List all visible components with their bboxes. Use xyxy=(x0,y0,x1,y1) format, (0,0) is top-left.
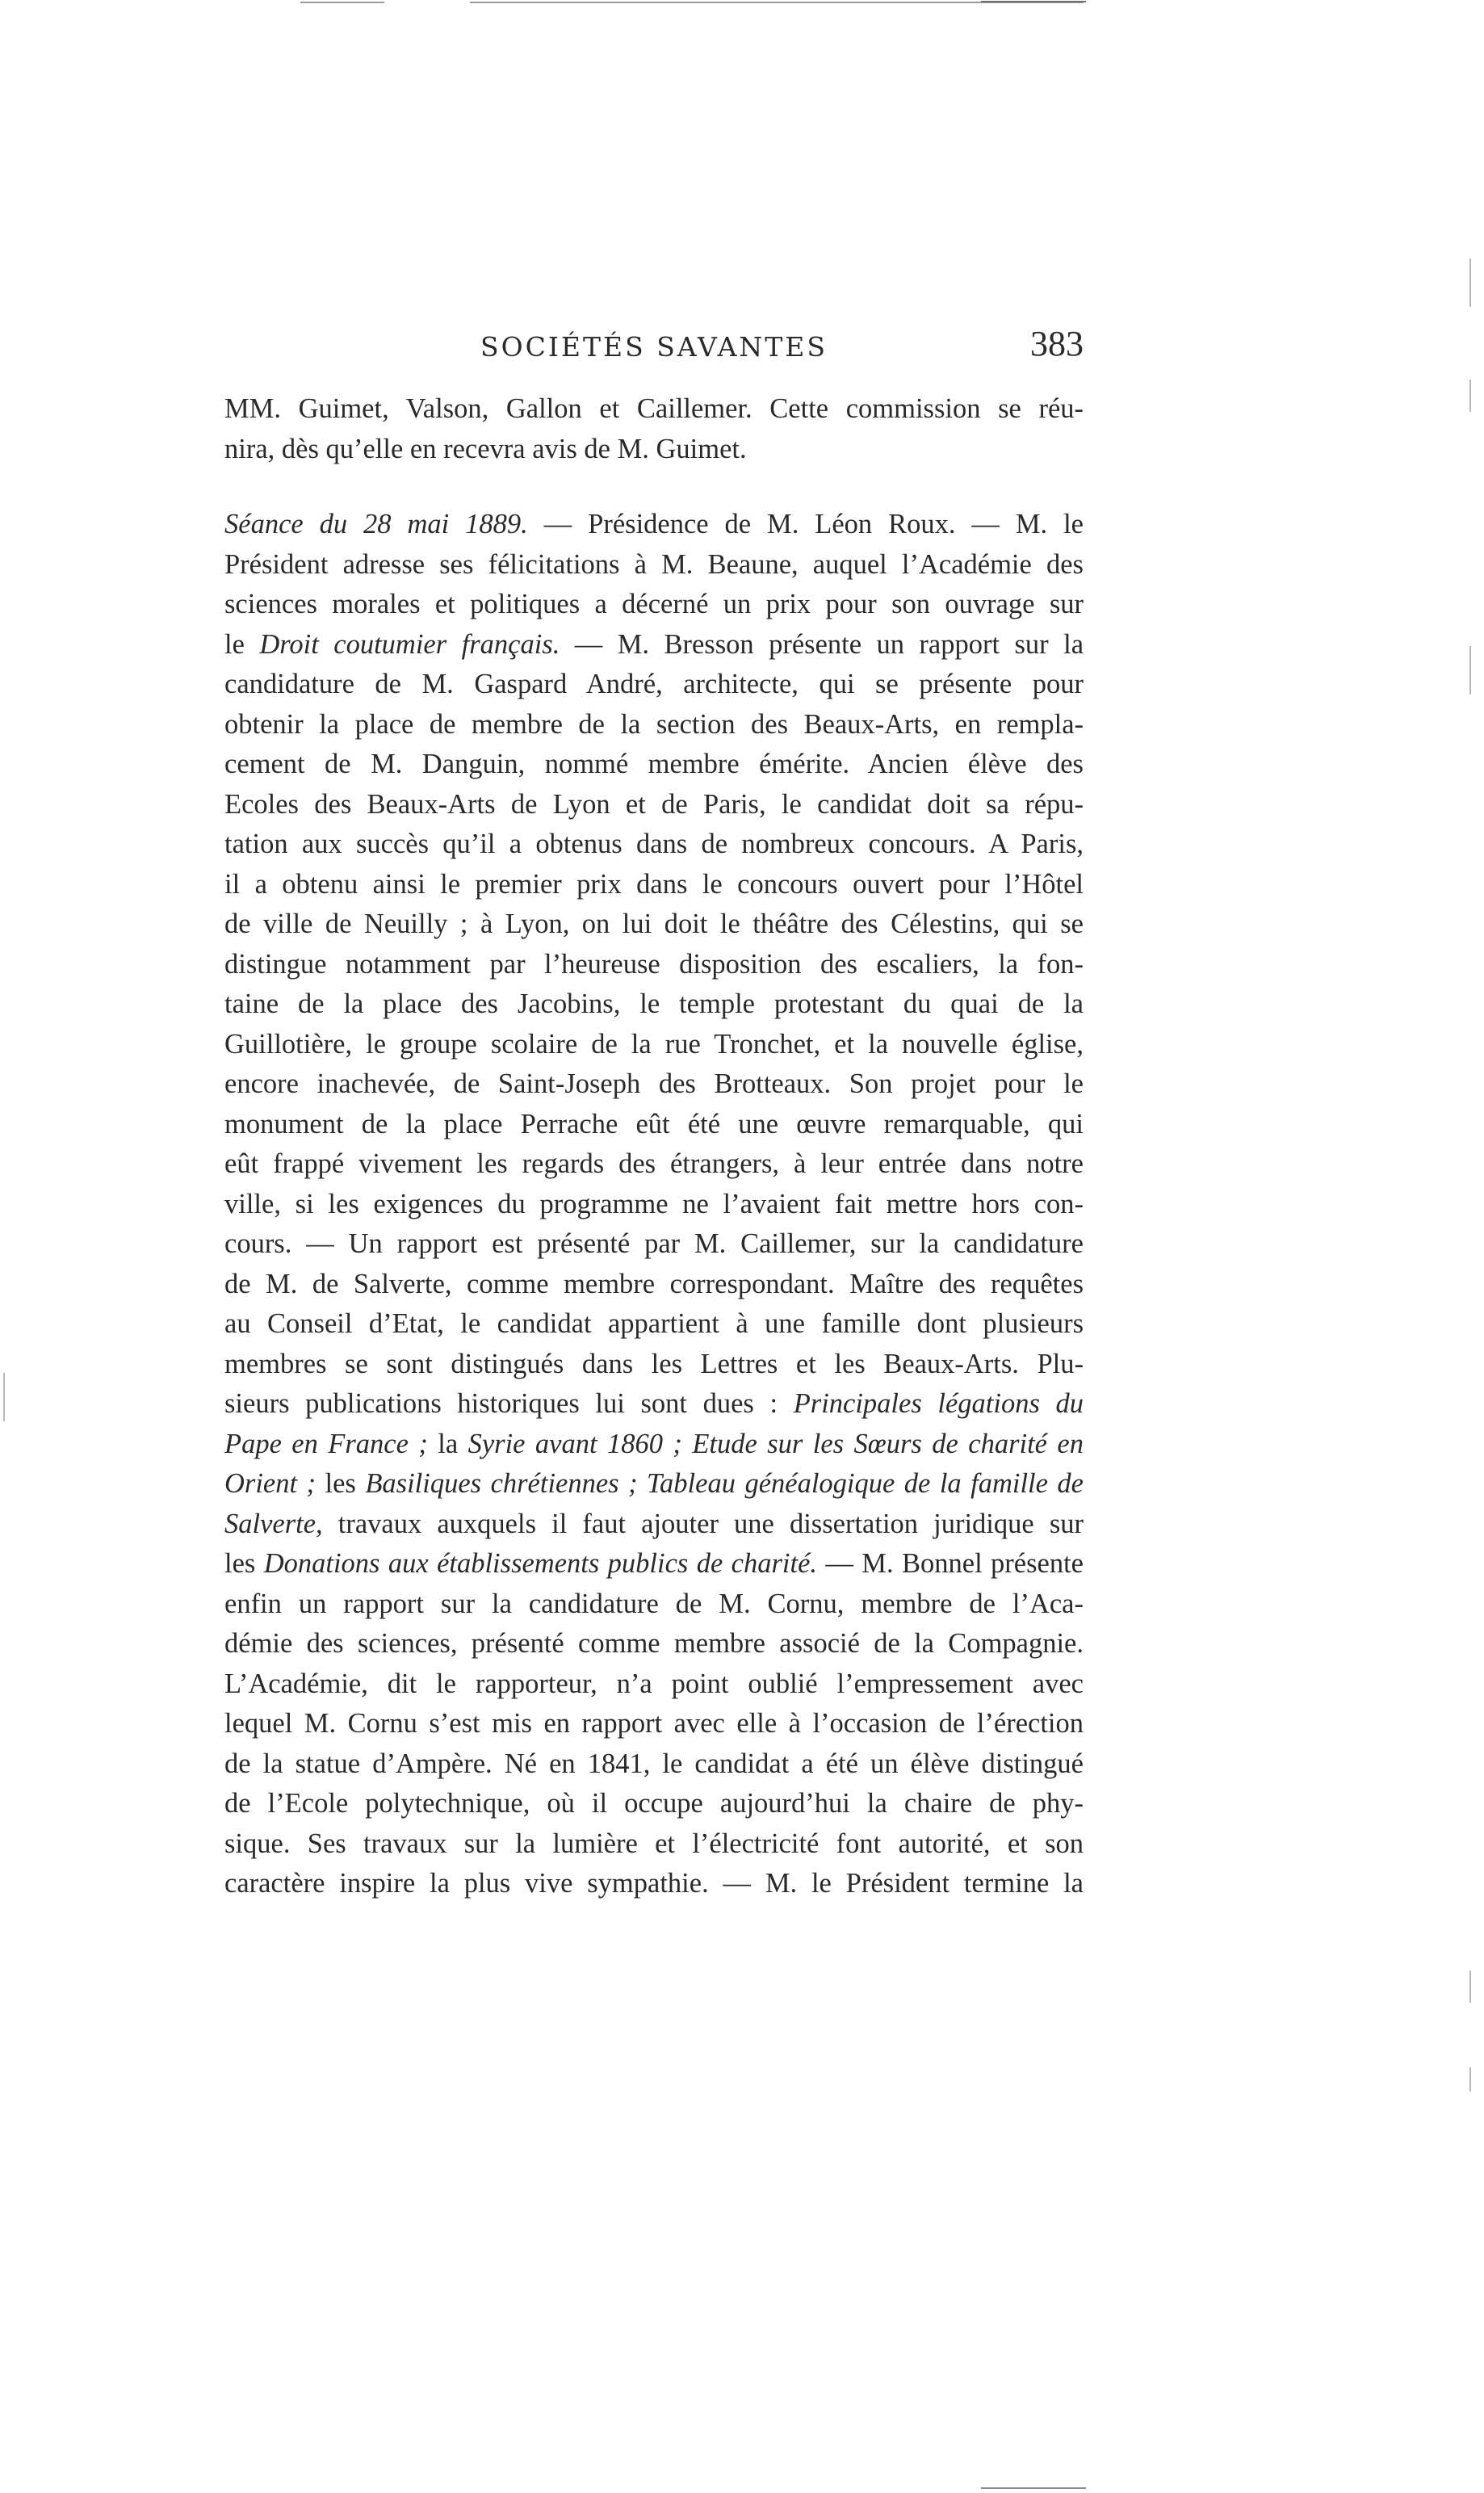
running-head xyxy=(224,323,1084,371)
text-line: obtenir la place de membre de la section des Beaux-Arts, en rempla- xyxy=(224,708,1084,740)
text-line: cement de M. Danguin, nommé membre émérite. Ancien élève des xyxy=(224,749,1084,779)
text-line: membres se sont distingués dans les Lettres et les Beaux-Arts. Plu- xyxy=(224,1348,1084,1379)
text-line: caractère inspire la plus vive sympathie. — M. le Président termine la xyxy=(224,1868,1084,1899)
book-title: Orient ; xyxy=(224,1468,317,1499)
text-line: MM. Guimet, Valson, Gallon et Caillemer. Cette commission se réu- xyxy=(224,393,1084,424)
text-line: ville, si les exigences du programme ne l’avaient fait mettre hors con- xyxy=(224,1188,1084,1219)
scan-artifact xyxy=(3,1373,5,1421)
text-line: Guillotière, le groupe scolaire de la rue Tronchet, et la nouvelle église, xyxy=(224,1028,1084,1060)
text-line: enfin un rapport sur la candidature de M. Cornu, membre de l’Aca- xyxy=(224,1588,1084,1619)
text-line: de M. de Salverte, comme membre correspondant. Maître des requêtes xyxy=(224,1268,1084,1299)
text-line: il a obtenu ainsi le premier prix dans le concours ouvert pour l’Hôtel xyxy=(224,868,1084,900)
scan-artifact xyxy=(1469,646,1471,695)
book-title: Principales légations du xyxy=(793,1388,1084,1419)
text-line: sciences morales et politiques a décerné un prix pour son ouvrage sur xyxy=(224,589,1084,619)
text-line: Président adresse ses félicitations à M. Beaune, auquel l’Académie des xyxy=(224,548,1084,580)
book-title: Syrie avant 1860 ; Etude sur les Sœurs de charité en xyxy=(467,1428,1084,1459)
text-line: encore inachevée, de Saint-Joseph des Brotteaux. Son projet pour le xyxy=(224,1068,1084,1099)
text-line: cours. — Un rapport est présenté par M. Caillemer, sur la candidature xyxy=(224,1228,1084,1259)
paragraph-2 xyxy=(224,505,1084,1904)
text-line: au Conseil d’Etat, le candidat appartient à une famille dont plusieurs xyxy=(224,1308,1084,1339)
book-title: Basiliques chrétiennes ; Tableau généalogique de la famille de xyxy=(365,1468,1084,1499)
text-line: les Donations aux établissements publics de charité. — M. Bonnel présente xyxy=(224,1548,1084,1579)
text-line: sique. Ses travaux sur la lumière et l’électricité font autorité, et son xyxy=(224,1828,1084,1859)
book-title: Donations aux établissements publics de charité. xyxy=(263,1548,818,1579)
book-page xyxy=(224,323,1084,1904)
scan-artifact xyxy=(981,1,1086,2)
book-title: Pape en France ; xyxy=(224,1428,428,1459)
text-line: Orient ; les Basiliques chrétiennes ; Tableau généalogique de la famille de xyxy=(224,1468,1084,1499)
text-line: Ecoles des Beaux-Arts de Lyon et de Paris, le candidat doit sa répu- xyxy=(224,788,1084,820)
scan-artifact xyxy=(981,2487,1086,2489)
text-line: le Droit coutumier français. — M. Bresson présente un rapport sur la xyxy=(224,628,1084,660)
scan-artifact xyxy=(300,2,384,3)
paragraph-1 xyxy=(224,389,1084,469)
scan-artifact xyxy=(1469,2067,1471,2092)
running-title: SOCIÉTÉS SAVANTES xyxy=(480,331,828,363)
text-line: sieurs publications historiques lui sont dues : Principales légations du xyxy=(224,1388,1084,1419)
scan-artifact xyxy=(1469,258,1471,307)
page-number: 383 xyxy=(1030,324,1084,363)
scan-artifact xyxy=(1469,1970,1471,2003)
scan-artifact xyxy=(1469,380,1471,412)
text-line: démie des sciences, présenté comme membre associé de la Compagnie. xyxy=(224,1628,1084,1659)
text-line: de l’Ecole polytechnique, où il occupe aujourd’hui la chaire de phy- xyxy=(224,1788,1084,1819)
text-line: taine de la place des Jacobins, le temple protestant du quai de la xyxy=(224,988,1084,1019)
text-line: distingue notamment par l’heureuse disposition des escaliers, la fon- xyxy=(224,948,1084,980)
text-line: L’Académie, dit le rapporteur, n’a point oublié l’empressement avec xyxy=(224,1668,1084,1699)
text-line: tation aux succès qu’il a obtenus dans de nombreux concours. A Paris, xyxy=(224,829,1084,859)
book-title: Salverte, xyxy=(224,1508,323,1539)
book-title: Droit coutumier français. xyxy=(259,628,560,660)
text-line: de la statue d’Ampère. Né en 1841, le candidat a été un élève distingué xyxy=(224,1748,1084,1779)
text-line: eût frappé vivement les regards des étrangers, à leur entrée dans notre xyxy=(224,1148,1084,1179)
text-line: Séance du 28 mai 1889. — Présidence de M. Léon Roux. — M. le xyxy=(224,509,1084,539)
text-line: de ville de Neuilly ; à Lyon, on lui doit le théâtre des Célestins, qui se xyxy=(224,909,1084,939)
text-line: lequel M. Cornu s’est mis en rapport avec elle à l’occasion de l’érection xyxy=(224,1708,1084,1739)
text-line: monument de la place Perrache eût été une œuvre remarquable, qui xyxy=(224,1108,1084,1139)
session-heading: Séance du 28 mai 1889. xyxy=(224,509,528,539)
text-line: candidature de M. Gaspard André, architecte, qui se présente pour xyxy=(224,669,1084,699)
text-line: nira, dès qu’elle en recevra avis de M. Guimet. xyxy=(224,433,747,464)
text-line: Pape en France ; la Syrie avant 1860 ; Etude sur les Sœurs de charité en xyxy=(224,1428,1084,1459)
text-line: Salverte, travaux auxquels il faut ajouter une dissertation juridique sur xyxy=(224,1508,1084,1539)
